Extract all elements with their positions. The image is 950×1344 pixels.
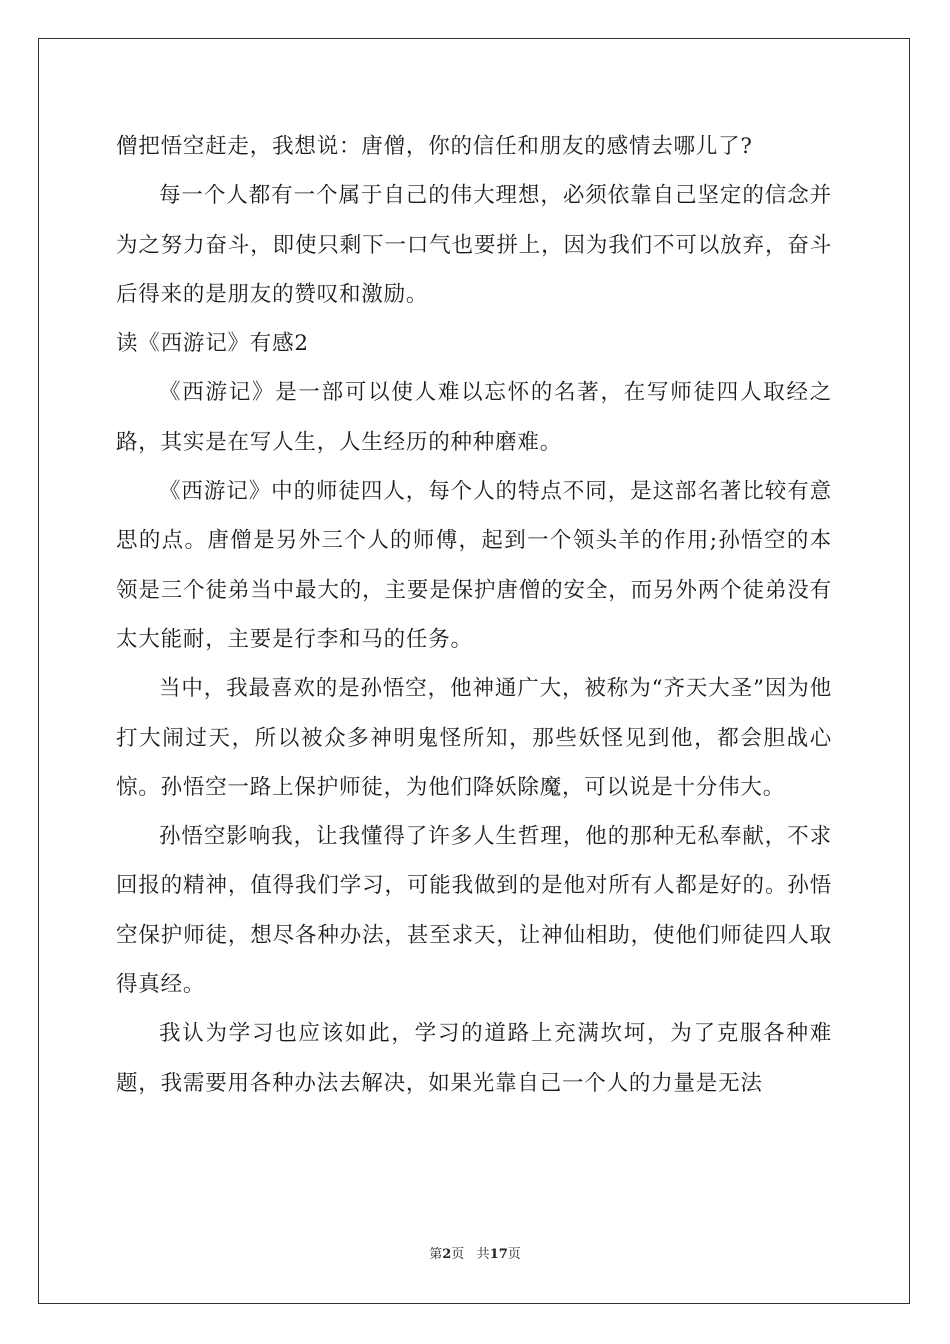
paragraph: 当中，我最喜欢的是孙悟空，他神通广大，被称为“齐天大圣”因为他打大闹过天，所以被众多神明鬼怪所知，那些妖怪见到他，都会胆战心惊。孙悟空一路上保护师徒，为他们降妖除魔，可以说是十分伟大。 xyxy=(116,676,832,800)
paragraph: 《西游记》是一部可以使人难以忘怀的名著，在写师徒四人取经之路，其实是在写人生，人生经历的种种磨难。 xyxy=(116,380,832,455)
footer-page-unit: 页 xyxy=(451,1247,465,1262)
document-body xyxy=(116,122,832,1108)
footer-prefix: 第 xyxy=(429,1247,443,1262)
footer-total-prefix: 共 xyxy=(476,1247,490,1262)
footer-total-unit: 页 xyxy=(507,1247,521,1262)
section-heading: 读《西游记》有感2 xyxy=(116,331,309,357)
current-page-number: 2 xyxy=(442,1247,452,1262)
total-page-count: 17 xyxy=(489,1247,508,1262)
paragraph: 每一个人都有一个属于自己的伟大理想，必须依靠自己坚定的信念并为之努力奋斗，即使只剩下一口气也要拼上，因为我们不可以放弃，奋斗后得来的是朋友的赞叹和激励。 xyxy=(116,183,832,307)
paragraph: 我认为学习也应该如此，学习的道路上充满坎坷，为了克服各种难题，我需要用各种办法去解决，如果光靠自己一个人的力量是无法 xyxy=(116,1021,832,1096)
page-footer xyxy=(0,1243,950,1262)
paragraph: 《西游记》中的师徒四人，每个人的特点不同，是这部名著比较有意思的点。唐僧是另外三个人的师傅，起到一个领头羊的作用;孙悟空的本领是三个徒弟当中最大的，主要是保护唐僧的安全，而另外两个徒弟没有太大能耐，主要是行李和马的任务。 xyxy=(116,479,832,652)
paragraph: 孙悟空影响我，让我懂得了许多人生哲理，他的那种无私奉献，不求回报的精神，值得我们学习，可能我做到的是他对所有人都是好的。孙悟空保护师徒，想尽各种办法，甚至求天，让神仙相助，使他们师徒四人取得真经。 xyxy=(116,824,832,998)
paragraph: 僧把悟空赶走，我想说：唐僧，你的信任和朋友的感情去哪儿了? xyxy=(116,134,753,159)
